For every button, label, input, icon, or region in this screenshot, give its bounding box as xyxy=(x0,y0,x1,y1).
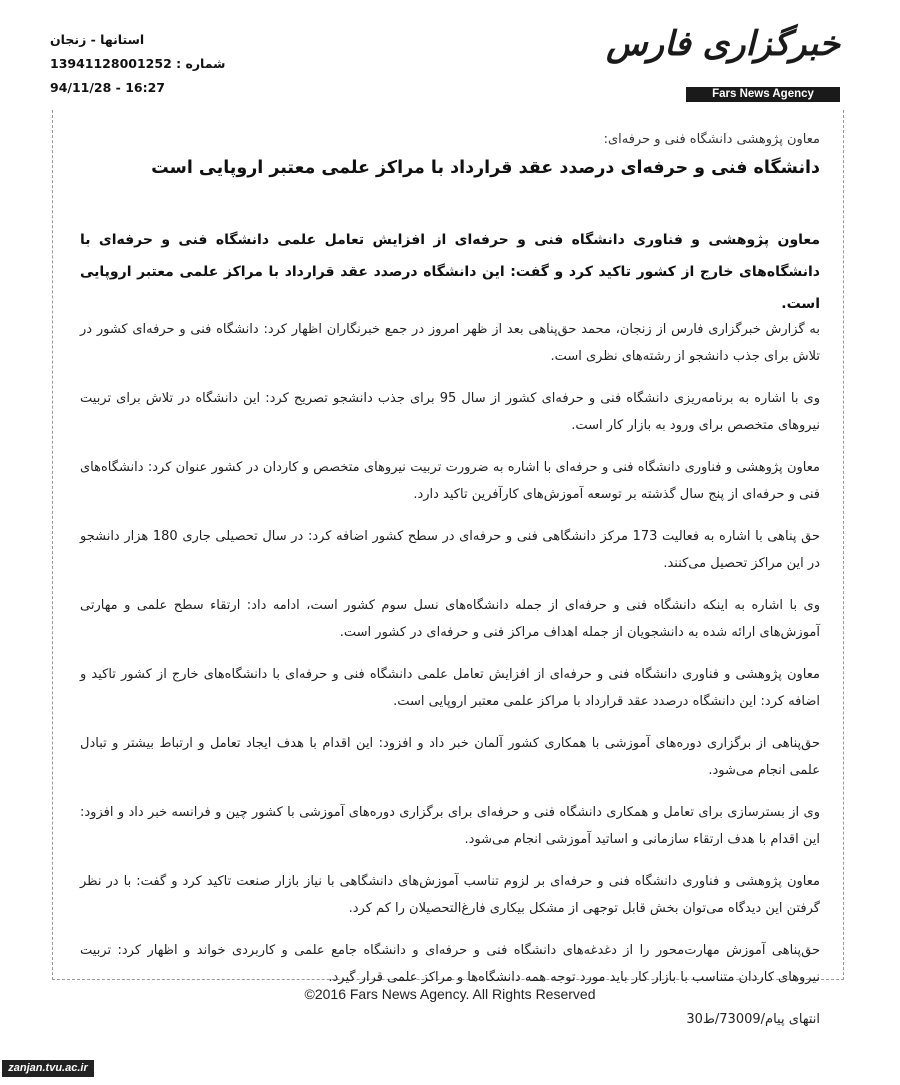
article-paragraph: وی با اشاره به برنامه‌ریزی دانشگاه فنی و حرفه‌ای کشور از سال 95 برای جذب دانشجو تصریح کرد: این دانشگاه در تلاش برای تربیت نیروهای متخصص برای ورود به بازار کار است. xyxy=(80,391,821,433)
article-paragraph: وی با اشاره به اینکه دانشگاه فنی و حرفه‌ای از جمله دانشگاه‌های نسل سوم کشور است، ادامه داد: ارتقاء سطح علمی و مهارتی آموزش‌های ارائه شده به دانشجویان از جمله اهداف مراکز فنی و حرفه‌ای در کشور است. xyxy=(80,598,820,640)
article-lead: معاون پژوهشی و فناوری دانشگاه فنی و حرفه‌ای از افزایش تعامل علمی دانشگاه فنی و حرفه‌ای با دانشگاه‌های خارج از کشور تاکید کرد و گفت: این دانشگاه درصدد عقد قرارداد با مراکز علمی معتبر اروپایی است. xyxy=(80,232,820,312)
logo-caption: Fars News Agency xyxy=(686,87,840,102)
logo-wordmark: خبرگزاری فارس xyxy=(606,24,840,64)
article-paragraph: حق‌پناهی آموزش مهارت‌محور را از دغدغه‌های دانشگاه فنی و حرفه‌ای و دانشگاه جامع علمی و کاربردی خواند و اظهار کرد: تربیت نیروهای کاردان متناسب با بازار کار باید مورد توجه همه دانشگاه‌ها و مراکز علمی قرار گیرد. xyxy=(80,943,820,985)
fars-logo xyxy=(606,24,840,104)
copyright-notice: ©2016 Fars News Agency. All Rights Reserved xyxy=(304,986,596,1002)
article-paragraph: معاون پژوهشی و فناوری دانشگاه فنی و حرفه‌ای از افزایش تعامل علمی دانشگاه فنی و حرفه‌ای با دانشگاه‌های خارج از کشور تاکید و اضافه کرد: این دانشگاه درصدد عقد قرارداد با مراکز علمی معتبر اروپایی است. xyxy=(80,667,820,709)
news-datetime: 94/11/28 - 16:27 xyxy=(50,80,165,95)
article-surtitr: معاون پژوهشی دانشگاه فنی و حرفه‌ای: xyxy=(603,132,820,147)
article-body xyxy=(80,316,820,1048)
article-paragraph: حق پناهی با اشاره به فعالیت 173 مرکز دانشگاهی فنی و حرفه‌ای در سطح کشور اضافه کرد: در سال تحصیلی جاری 180 هزار دانشجو در این مراکز تحصیل می‌کنند. xyxy=(80,529,820,571)
news-number-label: شماره : xyxy=(176,56,226,71)
article-paragraph: معاون پژوهشی و فناوری دانشگاه فنی و حرفه‌ای با اشاره به ضرورت تربیت نیروهای متخصص و کاردان در کشور عنوان کرد: دانشگاه‌های فنی و حرفه‌ای از پنج سال گذشته بر توسعه آموزش‌های کارآفرین تاکید دارد. xyxy=(80,460,820,502)
article-headline: دانشگاه فنی و حرفه‌ای درصدد عقد قرارداد با مراکز علمی معتبر اروپایی است xyxy=(151,158,820,178)
article-paragraph: معاون پژوهشی و فناوری دانشگاه فنی و حرفه‌ای بر لزوم تناسب آموزش‌های دانشگاهی با نیاز بازار صنعت تاکید کرد و گفت: با در نظر گرفتن این دیدگاه می‌توان بخش قابل توجهی از مشکل بیکاری فارغ‌التحصیلان را کم کرد. xyxy=(80,874,820,916)
news-number: 13941128001252 xyxy=(50,56,172,71)
news-meta xyxy=(50,28,240,100)
news-number-row xyxy=(50,52,240,76)
article-paragraph: وی از بسترسازی برای تعامل و همکاری دانشگاه فنی و حرفه‌ای برای برگزاری دوره‌های آموزشی با کشور چین و فرانسه خبر داد و افزود: این اقدام با هدف ارتقاء سازمانی و اساتید آموزشی انجام می‌شود. xyxy=(80,805,820,847)
article-paragraph: به گزارش خبرگزاری فارس از زنجان، محمد حق‌پناهی بعد از ظهر امروز در جمع خبرنگاران اظهار کرد: دانشگاه فنی و حرفه‌ای کشور در تلاش برای جذب دانشجو از رشته‌های نظری است. xyxy=(80,322,820,364)
article-paragraph: حق‌پناهی از برگزاری دوره‌های آموزشی با همکاری کشور آلمان خبر داد و افزود: این اقدام با هدف ایجاد تعامل و ارتباط بیشتر و تبادل علمی انجام می‌شود. xyxy=(80,736,820,778)
article-end-marker: انتهای پیام/73009/ط30 xyxy=(686,1012,820,1027)
location-label: استانها - زنجان xyxy=(50,32,145,47)
source-badge: zanjan.tvu.ac.ir xyxy=(2,1060,94,1077)
